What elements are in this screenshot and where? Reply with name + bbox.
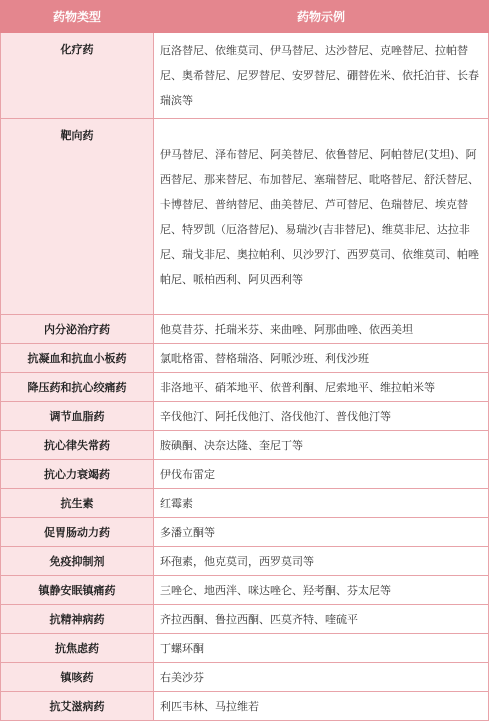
drug-category: 抗艾滋病药 bbox=[1, 692, 154, 721]
table-row bbox=[1, 402, 489, 431]
table-row bbox=[1, 373, 489, 402]
table-row bbox=[1, 33, 489, 119]
drug-category: 促胃肠动力药 bbox=[1, 518, 154, 547]
table-row bbox=[1, 518, 489, 547]
table-row bbox=[1, 634, 489, 663]
drug-examples: 非洛地平、硝苯地平、依普利酮、尼索地平、维拉帕米等 bbox=[154, 373, 489, 402]
drug-examples: 厄洛替尼、依维莫司、伊马替尼、达沙替尼、克唑替尼、拉帕替尼、奥希替尼、尼罗替尼、安罗替尼、硼替佐米、依托泊苷、长春瑞滨等 bbox=[154, 33, 489, 119]
table-row bbox=[1, 119, 489, 315]
drug-category: 镇咳药 bbox=[1, 663, 154, 692]
drug-category: 抗心力衰竭药 bbox=[1, 460, 154, 489]
table-header-row bbox=[1, 1, 489, 33]
drug-examples: 伊伐布雷定 bbox=[154, 460, 489, 489]
drug-examples: 胺碘酮、决奈达隆、奎尼丁等 bbox=[154, 431, 489, 460]
drug-category: 免疫抑制剂 bbox=[1, 547, 154, 576]
drug-category: 降压药和抗心绞痛药 bbox=[1, 373, 154, 402]
table-row bbox=[1, 431, 489, 460]
drug-examples: 辛伐他汀、阿托伐他汀、洛伐他汀、普伐他汀等 bbox=[154, 402, 489, 431]
drug-examples: 齐拉西酮、鲁拉西酮、匹莫齐特、喹硫平 bbox=[154, 605, 489, 634]
table-row bbox=[1, 692, 489, 721]
drug-examples: 伊马替尼、泽布替尼、阿美替尼、依鲁替尼、阿帕替尼(艾坦)、阿西替尼、那来替尼、布加替尼、塞瑞替尼、吡咯替尼、舒沃替尼、卡博替尼、普纳替尼、曲美替尼、芦可替尼、色瑞替尼、埃克替尼、特罗凯（厄洛替尼)、易瑞沙(吉非替尼)、维莫非尼、达拉非尼、瑞戈非尼、奥拉帕利、贝沙罗汀、西罗莫司、依维莫司、帕唑帕尼、哌柏西利、阿贝西利等 bbox=[154, 119, 489, 315]
drug-examples: 利匹韦林、马拉维若 bbox=[154, 692, 489, 721]
drug-category: 抗心律失常药 bbox=[1, 431, 154, 460]
drug-category: 化疗药 bbox=[1, 33, 154, 119]
table-row bbox=[1, 344, 489, 373]
drug-examples: 丁螺环酮 bbox=[154, 634, 489, 663]
header-drug-examples: 药物示例 bbox=[154, 1, 489, 33]
drug-category: 调节血脂药 bbox=[1, 402, 154, 431]
drug-examples: 氯吡格雷、替格瑞洛、阿哌沙班、利伐沙班 bbox=[154, 344, 489, 373]
drug-examples: 三唑仑、地西泮、咪达唑仑、羟考酮、芬太尼等 bbox=[154, 576, 489, 605]
table-row bbox=[1, 663, 489, 692]
drug-category: 抗精神病药 bbox=[1, 605, 154, 634]
drug-examples: 多潘立酮等 bbox=[154, 518, 489, 547]
drug-category: 靶向药 bbox=[1, 119, 154, 315]
table-row bbox=[1, 576, 489, 605]
drug-category: 内分泌治疗药 bbox=[1, 315, 154, 344]
drug-category: 抗凝血和抗血小板药 bbox=[1, 344, 154, 373]
drug-examples: 他莫昔芬、托瑞米芬、来曲唑、阿那曲唑、依西美坦 bbox=[154, 315, 489, 344]
drug-category: 抗焦虑药 bbox=[1, 634, 154, 663]
drug-examples: 右美沙芬 bbox=[154, 663, 489, 692]
drug-examples: 红霉素 bbox=[154, 489, 489, 518]
drug-category: 抗生素 bbox=[1, 489, 154, 518]
table-row bbox=[1, 460, 489, 489]
header-drug-type: 药物类型 bbox=[1, 1, 154, 33]
table-row bbox=[1, 315, 489, 344]
table-row bbox=[1, 605, 489, 634]
table-row bbox=[1, 547, 489, 576]
table-row bbox=[1, 489, 489, 518]
drug-examples: 环孢素，他克莫司，西罗莫司等 bbox=[154, 547, 489, 576]
drug-category: 镇静安眠镇痛药 bbox=[1, 576, 154, 605]
